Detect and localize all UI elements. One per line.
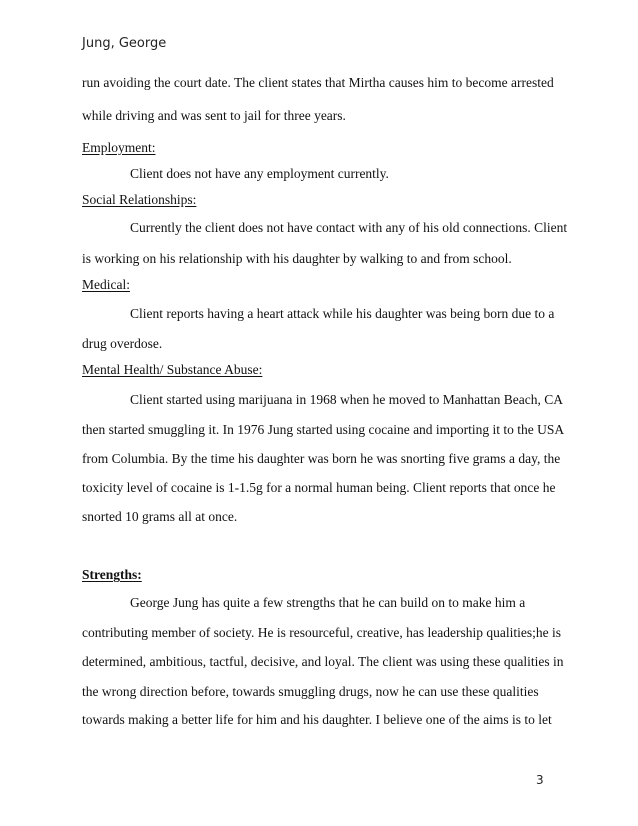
body-line: towards making a better life for him and his daughter. I believe one of the aims is to let xyxy=(82,712,552,727)
body-line: snorted 10 grams all at once. xyxy=(82,509,238,524)
body-line: contributing member of society. He is resourceful, creative, has leadership qualities;he is xyxy=(82,625,561,640)
body-line: is working on his relationship with his daughter by walking to and from school. xyxy=(82,251,512,266)
section-heading-mental-health: Mental Health/ Substance Abuse: xyxy=(82,362,263,377)
body-line: Client reports having a heart attack while his daughter was being born due to a xyxy=(130,306,555,321)
body-line: George Jung has quite a few strengths that he can build on to make him a xyxy=(130,595,526,610)
body-line: Client does not have any employment currently. xyxy=(130,166,389,181)
body-line: Currently the client does not have contact with any of his old connections. Client xyxy=(130,220,568,235)
body-line: determined, ambitious, tactful, decisive, and loyal. The client was using these qualities in xyxy=(82,654,564,669)
body-line: while driving and was sent to jail for three years. xyxy=(82,108,346,123)
page-number: 3 xyxy=(536,773,544,787)
body-line: run avoiding the court date. The client states that Mirtha causes him to become arrested xyxy=(82,75,554,90)
body-line: Client started using marijuana in 1968 when he moved to Manhattan Beach, CA xyxy=(130,392,564,407)
section-heading-social-relationships: Social Relationships: xyxy=(82,192,197,207)
body-line: the wrong direction before, towards smuggling drugs, now he can use these qualities xyxy=(82,684,539,699)
body-line: from Columbia. By the time his daughter was born he was snorting five grams a day, the xyxy=(82,451,561,466)
body-line: then started smuggling it. In 1976 Jung started using cocaine and importing it to the USA xyxy=(82,422,565,437)
section-heading-strengths: Strengths: xyxy=(82,567,142,582)
body-line: drug overdose. xyxy=(82,336,163,351)
running-head: Jung, George xyxy=(82,36,167,51)
section-heading-medical: Medical: xyxy=(82,277,130,292)
section-heading-employment: Employment: xyxy=(82,140,156,155)
body-line: toxicity level of cocaine is 1-1.5g for a normal human being. Client reports that once he xyxy=(82,480,556,495)
